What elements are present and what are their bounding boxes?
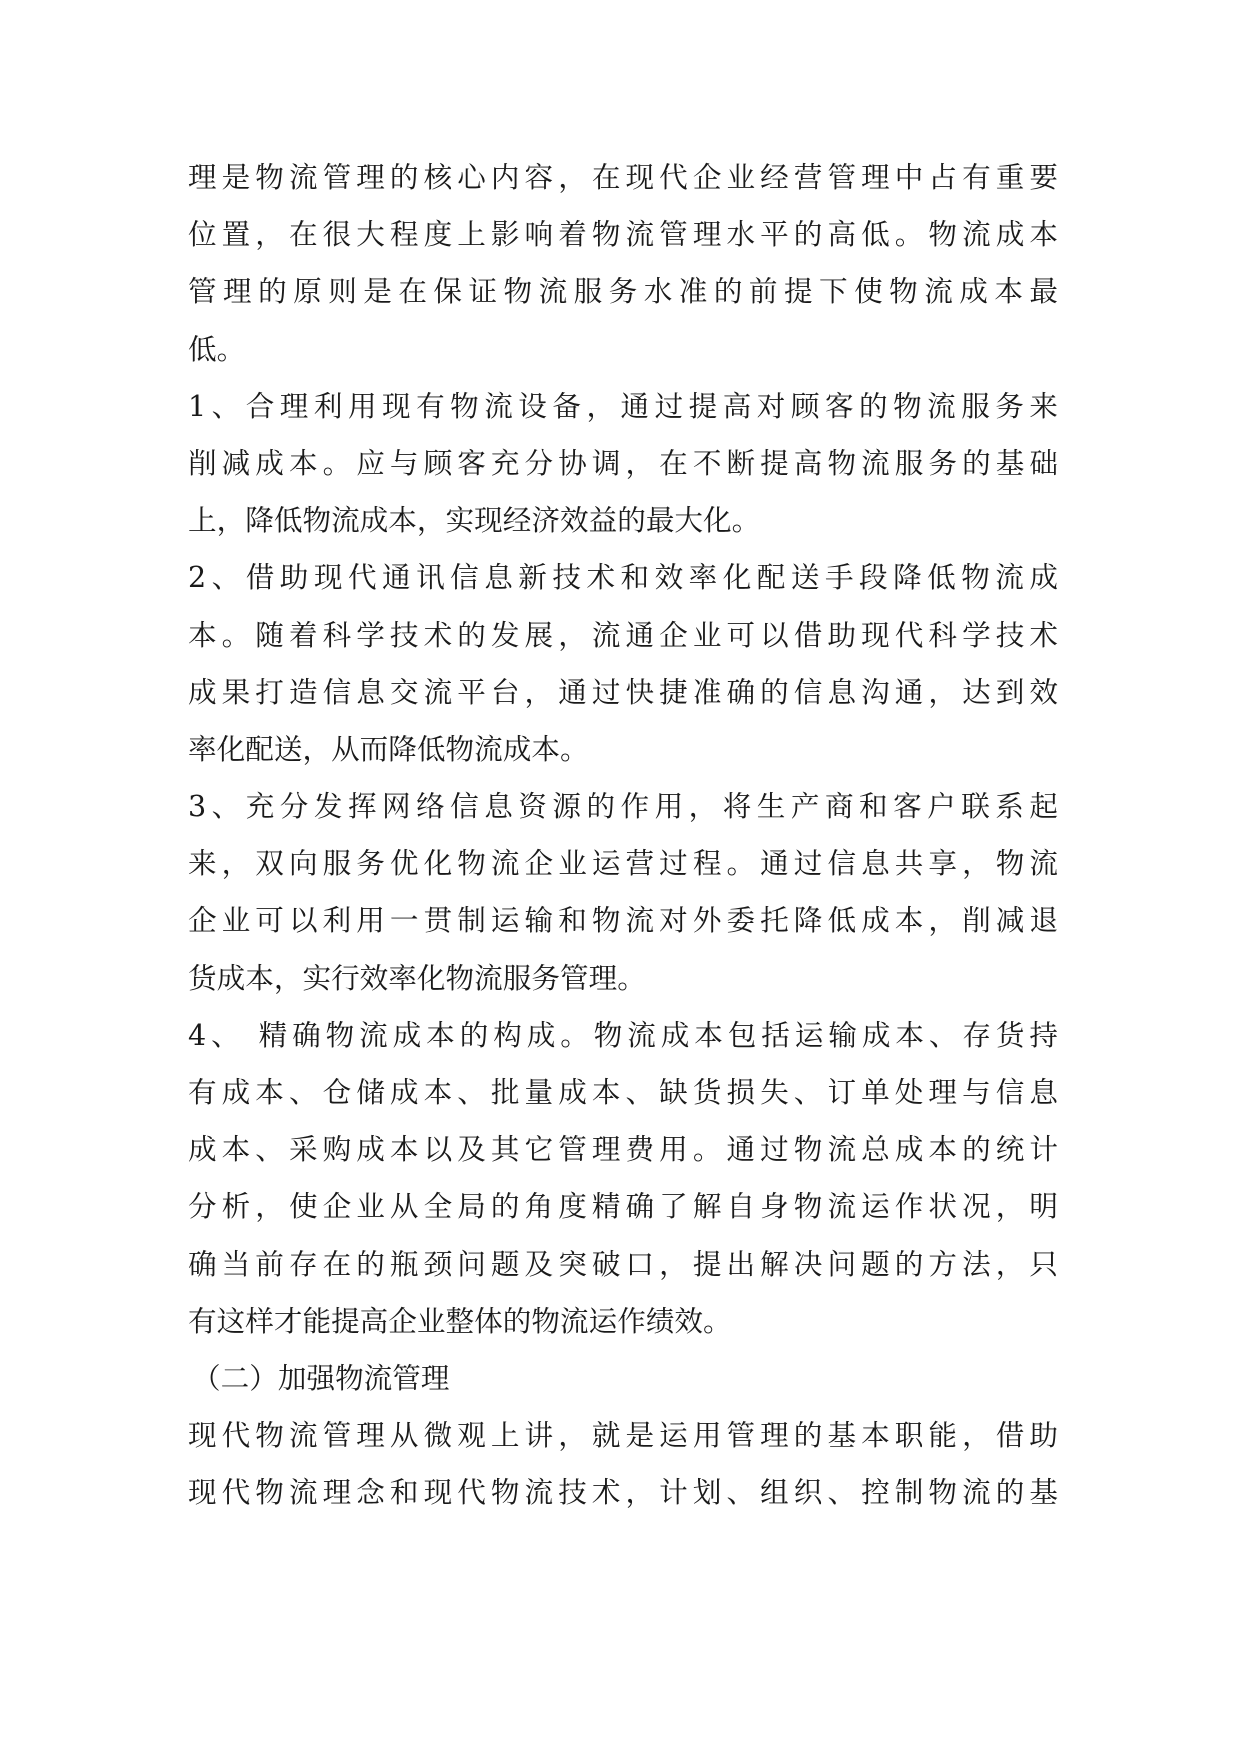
paragraph-intro [188,149,1058,378]
text-line: 有成本、仓储成本、批量成本、缺货损失、订单处理与信息 [188,1075,1058,1109]
text-line: 企业可以利用一贯制运输和物流对外委托降低成本，削减退 [188,903,1058,938]
paragraph-item-2 [188,549,1058,778]
paragraph-item-4 [188,1007,1058,1350]
document-page [188,149,1058,1522]
paragraph-closing [188,1407,1058,1521]
text-line: 确当前存在的瓶颈问题及突破口，提出解决问题的方法，只 [188,1246,1058,1281]
text-line: 有这样才能提高企业整体的物流运作绩效。 [188,1303,732,1338]
text-line: 本。随着科学技术的发展，流通企业可以借助现代科学技术 [188,617,1058,652]
text-line: 分析，使企业从全局的角度精确了解自身物流运作状况，明 [188,1189,1058,1224]
text-line: 现代物流管理从微观上讲，就是运用管理的基本职能，借助 [188,1418,1058,1453]
text-line: 1、合理利用现有物流设备，通过提高对顾客的物流服务来 [188,388,1058,423]
text-line: 来，双向服务优化物流企业运营过程。通过信息共享，物流 [188,846,1058,881]
text-line: 低。 [188,331,246,366]
text-line: 率化配送，从而降低物流成本。 [188,731,589,766]
paragraph-item-1 [188,378,1058,550]
text-line: 理是物流管理的核心内容，在现代企业经营管理中占有重要 [188,160,1058,194]
paragraph-item-3 [188,778,1058,1007]
text-line: 4、 精确物流成本的构成。物流成本包括运输成本、存货持 [188,1017,1058,1052]
text-line: 成果打造信息交流平台，通过快捷准确的信息沟通，达到效 [188,674,1058,709]
text-line: 现代物流理念和现代物流技术，计划、组织、控制物流的基 [188,1475,1058,1510]
text-line: 上，降低物流成本，实现经济效益的最大化。 [188,503,761,538]
section-heading: （二）加强物流管理 [192,1360,450,1395]
text-line: 削减成本。应与顾客充分协调，在不断提高物流服务的基础 [188,445,1058,480]
text-line: 3、充分发挥网络信息资源的作用，将生产商和客户联系起 [188,789,1058,824]
text-line: 管理的原则是在保证物流服务水准的前提下使物流成本最 [188,274,1058,309]
text-line: 成本、采购成本以及其它管理费用。通过物流总成本的统计 [188,1132,1058,1167]
text-line: 位置，在很大程度上影响着物流管理水平的高低。物流成本 [188,217,1058,252]
text-line: 2、借助现代通讯信息新技术和效率化配送手段降低物流成 [188,560,1058,595]
text-line: 货成本，实行效率化物流服务管理。 [188,960,646,995]
